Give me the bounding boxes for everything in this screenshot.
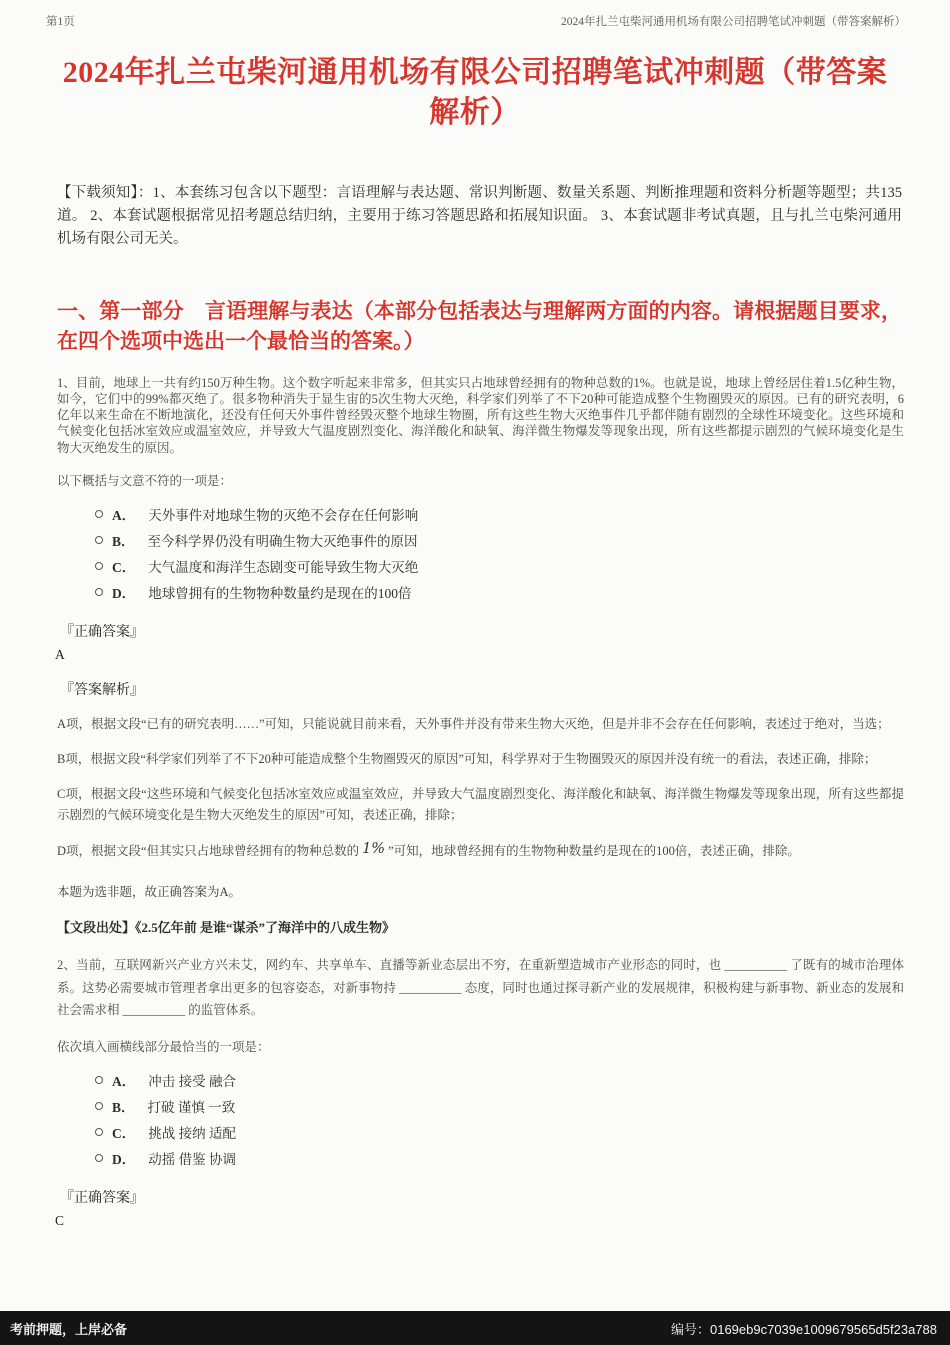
analysis-d-pre: D项，根据文段“但其实只占地球曾经拥有的物种总数的 bbox=[57, 843, 360, 858]
option-letter: C． bbox=[112, 1125, 136, 1141]
q1-option-c[interactable] bbox=[95, 553, 950, 579]
question-1 bbox=[0, 375, 950, 937]
radio-icon[interactable] bbox=[95, 536, 103, 544]
question-text: 1、目前，地球上一共有约150万种生物。这个数字听起来非常多，但其实只占地球曾经拥有的物种总数的1%。也就是说，地球上曾经居住着1.5亿种生物，如今，它们中的99%都灭绝了。很多物种消失于显生宙的5次生物大灭绝，科学家们列举了不下20种可能造成整个生物圈毁灭的原因。已有的研究表明，6亿年以来生命在不断地演化，还没有任何天外事件曾经毁灭整个地球生物圈，所有这些生物大灭绝事件几乎都伴随有剧烈的全球性环境变化。这些环境和气候变化包括冰室效应或温室效应，并导致大气温度剧烈变化、海洋酸化和缺氧、海洋微生物爆发等现象出现，所有这些都提示剧烈的气候环境变化是生物大灭绝发生的原因。 bbox=[57, 375, 904, 455]
option-letter: A． bbox=[112, 1073, 136, 1089]
correct-answer-label: 『正确答案』 bbox=[60, 1190, 144, 1206]
conclusion-line: 本题为选非题，故正确答案为A。 bbox=[57, 885, 242, 900]
option-letter: D． bbox=[112, 585, 136, 601]
analysis-paragraph-c: C项，根据文段“这些环境和气候变化包括冰室效应或温室效应，并导致大气温度剧烈变化、海洋酸化和缺氧、海洋微生物爆发等现象出现，所有这些都提示剧烈的气候环境变化是生物大灭绝发生的原因”可知，表述正确，排除； bbox=[57, 787, 904, 822]
inline-formula: 1% bbox=[362, 840, 386, 857]
q2-option-d[interactable] bbox=[95, 1145, 950, 1171]
page-header bbox=[0, 0, 950, 29]
question-2 bbox=[0, 954, 950, 1229]
page-footer bbox=[0, 1311, 950, 1345]
option-text: 大气温度和海洋生态剧变可能导致生物大灭绝 bbox=[148, 559, 419, 575]
document-title: 2024年扎兰屯柴河通用机场有限公司招聘笔试冲刺题（带答案解析） bbox=[62, 56, 888, 129]
q2-option-a[interactable] bbox=[95, 1067, 950, 1093]
correct-answer-label: 『正确答案』 bbox=[60, 624, 144, 640]
q1-option-a[interactable] bbox=[95, 501, 950, 527]
radio-icon[interactable] bbox=[95, 510, 103, 518]
footer-serial-number: 编号：0169eb9c7039e1009679565d5f23a788 bbox=[670, 1321, 937, 1337]
option-text: 打破 谨慎 一致 bbox=[147, 1099, 236, 1115]
analysis-paragraph-a: A项，根据文段“已有的研究表明……”可知，只能说就目前来看，天外事件并没有带来生物大灭绝，但是并非不会存在任何影响，表述过于绝对，当选； bbox=[57, 716, 890, 731]
page-number: 第1页 bbox=[46, 16, 75, 28]
options-group bbox=[95, 501, 950, 605]
option-letter: C． bbox=[112, 559, 136, 575]
radio-icon[interactable] bbox=[95, 1102, 103, 1110]
option-text: 挑战 接纳 适配 bbox=[148, 1125, 236, 1141]
option-text: 地球曾拥有的生物物种数量约是现在的100倍 bbox=[148, 585, 412, 601]
radio-icon[interactable] bbox=[95, 562, 103, 570]
option-letter: D． bbox=[112, 1151, 136, 1167]
option-text: 动摇 借鉴 协调 bbox=[148, 1151, 236, 1167]
option-letter: B． bbox=[112, 1099, 135, 1115]
option-letter: A． bbox=[112, 507, 136, 523]
options-group bbox=[95, 1067, 950, 1171]
header-doc-title: 2024年扎兰屯柴河通用机场有限公司招聘笔试冲刺题（带答案解析） bbox=[561, 16, 906, 28]
analysis-d-post: ”可知，地球曾经拥有的生物物种数量约是现在的100倍，表述正确，排除。 bbox=[388, 843, 800, 858]
analysis-paragraph-d bbox=[57, 840, 904, 863]
footer-slogan: 考前押题，上岸必备 bbox=[10, 1321, 128, 1337]
question-prompt: 以下概括与文意不符的一项是： bbox=[57, 473, 233, 488]
q1-option-b[interactable] bbox=[95, 527, 950, 553]
section-heading: 一、第一部分 言语理解与表达（本部分包括表达与理解两方面的内容。请根据题目要求，在四个选项中选出一个最恰当的答案。） bbox=[57, 298, 902, 353]
option-text: 天外事件对地球生物的灭绝不会存在任何影响 bbox=[148, 507, 419, 523]
analysis-paragraph-b: B项，根据文段“科学家们列举了不下20种可能造成整个生物圈毁灭的原因”可知，科学界对于生物圈毁灭的原因并没有统一的看法，表述正确，排除； bbox=[57, 752, 877, 767]
source-line: 【文段出处】《2.5亿年前 是谁“谋杀”了海洋中的八成生物》 bbox=[57, 920, 396, 936]
question-prompt: 依次填入画横线部分最恰当的一项是： bbox=[57, 1039, 270, 1054]
correct-answer-value: C bbox=[55, 1212, 65, 1228]
radio-icon[interactable] bbox=[95, 1128, 103, 1136]
download-notice: 【下载须知】：1、本套练习包含以下题型：言语理解与表达题、常识判断题、数量关系题、判断推理题和资料分析题等题型；共135道。 2、本套试题根据常见招考题总结归纳，主要用于练习答题思路和拓展知识面。 3、本套试题非考试真题，且与扎兰屯柴河通用机场有限公司无关。 bbox=[57, 185, 902, 247]
option-text: 至今科学界仍没有明确生物大灭绝事件的原因 bbox=[147, 533, 418, 549]
radio-icon[interactable] bbox=[95, 588, 103, 596]
q1-option-d[interactable] bbox=[95, 579, 950, 605]
correct-answer-value: A bbox=[55, 646, 65, 662]
q2-option-b[interactable] bbox=[95, 1093, 950, 1119]
question-text: 2、当前，互联网新兴产业方兴未艾，网约车、共享单车、直播等新业态层出不穷，在重新塑造城市产业形态的同时，也 __________ 了既有的城市治理体系。这势必需要城市管理者拿出更多的包容姿态，对新事物持 __________ 态度，同时也通过探寻新产业的发展规律，积极构建与新事物、新业态的发展和社会需求相 __________ 的监管体系。 bbox=[57, 958, 904, 1018]
option-text: 冲击 接受 融合 bbox=[148, 1073, 236, 1089]
radio-icon[interactable] bbox=[95, 1154, 103, 1162]
analysis-label: 『答案解析』 bbox=[60, 682, 144, 698]
radio-icon[interactable] bbox=[95, 1076, 103, 1084]
option-letter: B． bbox=[112, 533, 135, 549]
q2-option-c[interactable] bbox=[95, 1119, 950, 1145]
